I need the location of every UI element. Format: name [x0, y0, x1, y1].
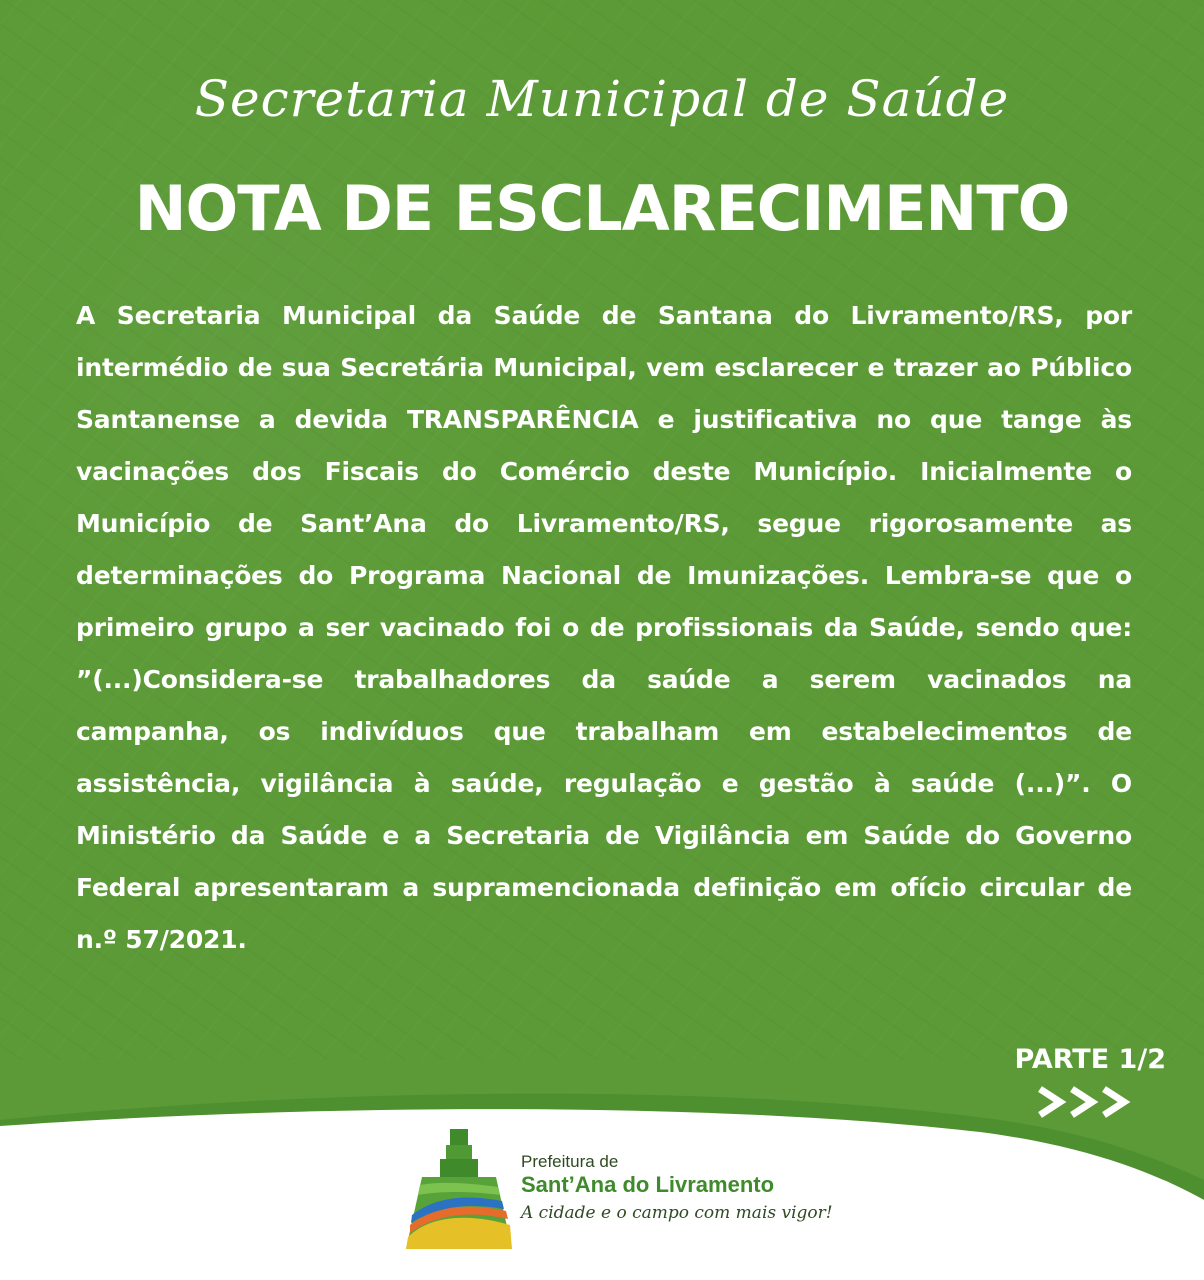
page-title: NOTA DE ESCLARECIMENTO [134, 172, 1070, 245]
triple-chevron-right-icon [1036, 1085, 1136, 1119]
logo-city-name: Sant’Ana do Livramento [521, 1172, 775, 1197]
logo-prefix: Prefeitura de [521, 1152, 619, 1171]
subtitle: Secretaria Municipal de Saúde [194, 70, 1010, 128]
part-label: PARTE 1/2 [1014, 1044, 1166, 1075]
municipality-logo-icon [400, 1125, 518, 1255]
logo-slogan: A cidade e o campo com mais vigor! [521, 1203, 833, 1223]
clarification-text: A Secretaria Municipal da Saúde de Santana do Livramento/RS, por intermédio de sua Secretária Municipal, vem esclarecer e trazer ao Público Santanense a devida TRANSPARÊNCIA e justificativa no que tange às vacinações dos Fiscais do Comércio deste Município. Inicialmente o Município de Sant’Ana do Livramento/RS, segue rigorosamente as determinações do Programa Nacional de Imunizações. Lembra-se que o primeiro grupo a ser vacinado foi o de profissionais da Saúde, sendo que: ”(...)Considera-se trabalhadores da saúde a serem vacinados na campanha, os indivíduos que trabalham em estabelecimentos de assistência, vigilância à saúde, regulação e gestão à saúde (...)”. O Ministério da Saúde e a Secretaria de Vigilância em Saúde do Governo Federal apresentaram a supramencionada definição em ofício circular de n.º 57/2021. [76, 301, 1132, 954]
